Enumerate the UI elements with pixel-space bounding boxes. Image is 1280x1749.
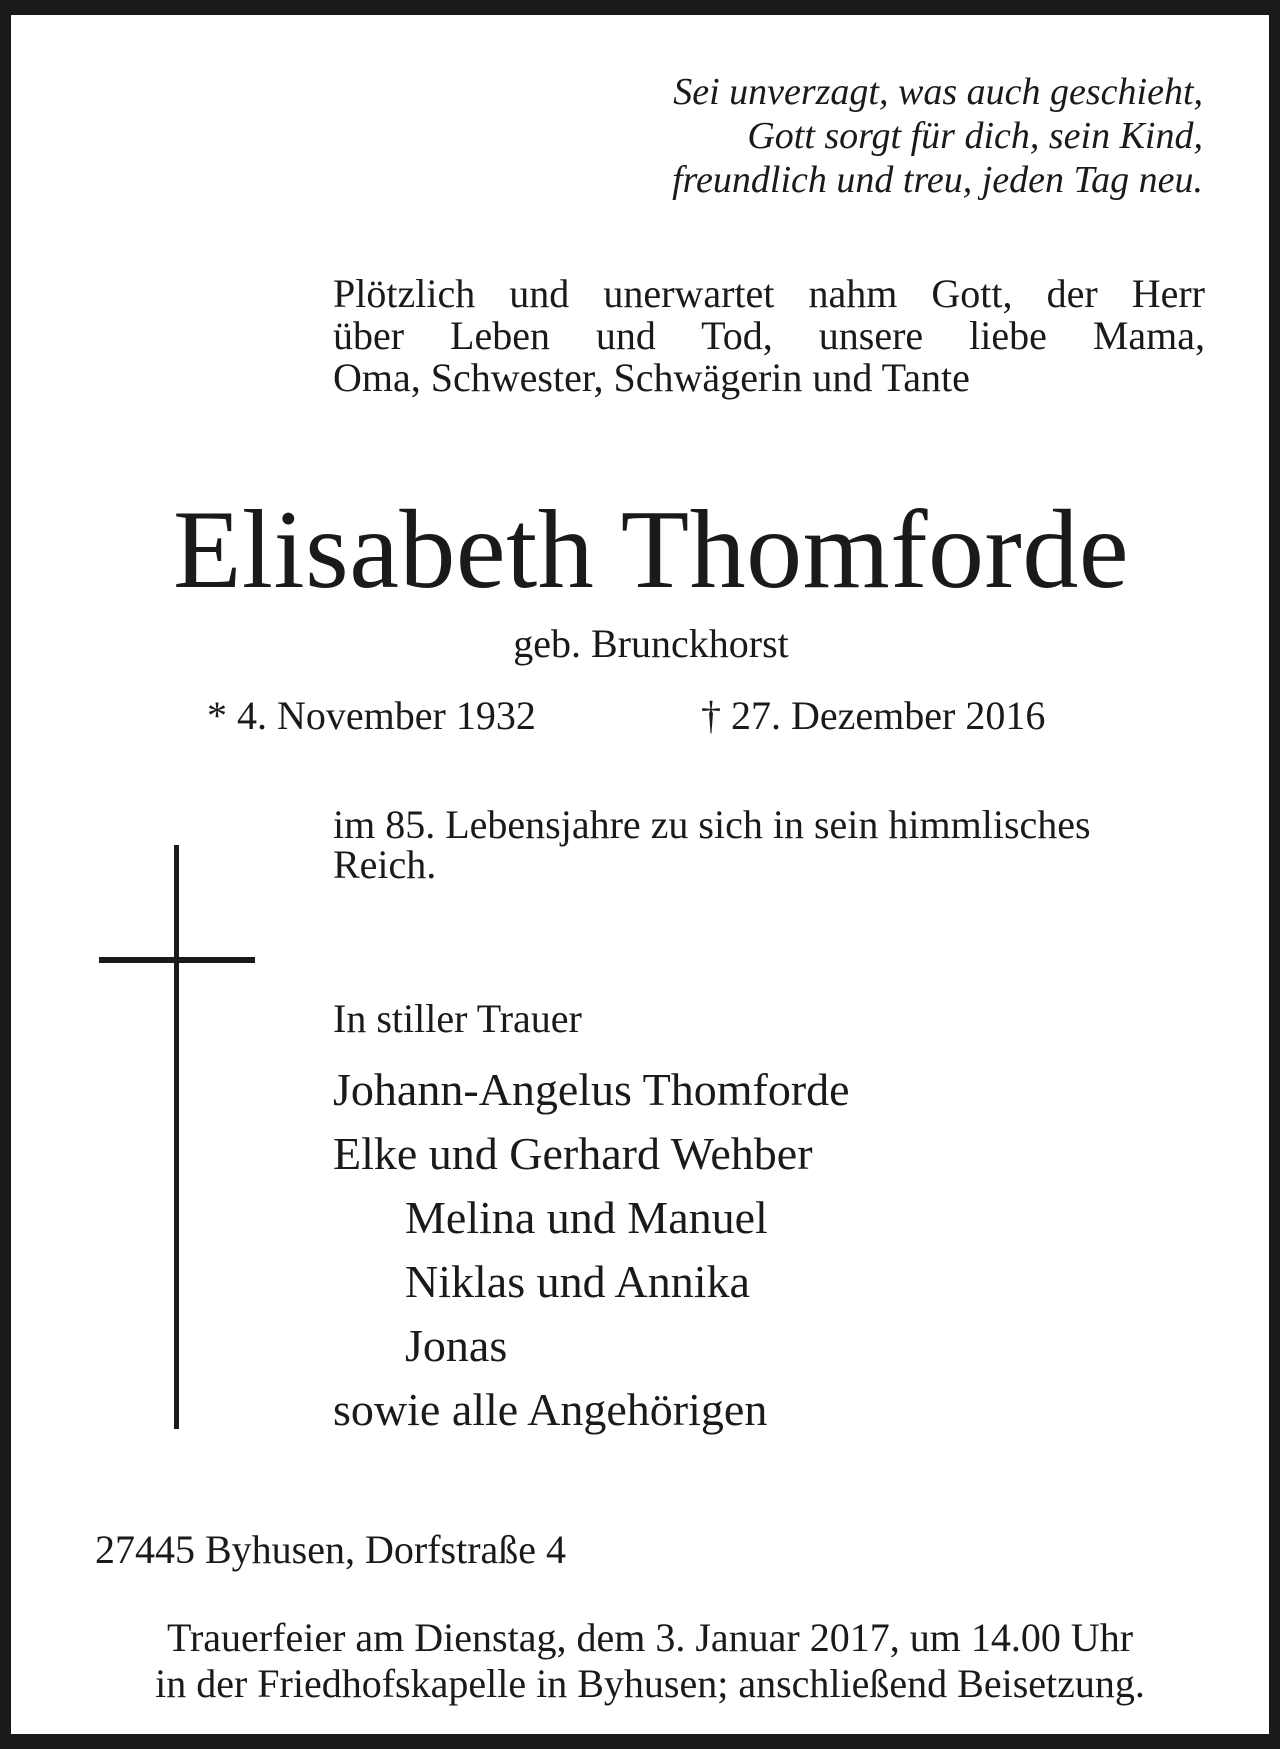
birth-date: * 4. November 1932 <box>207 693 536 738</box>
death-date: † 27. Dezember 2016 <box>701 693 1046 738</box>
intro-line: über Leben und Tod, unsere liebe Mama, <box>333 313 1205 358</box>
motto-line: Gott sorgt für dich, sein Kind, <box>747 115 1203 157</box>
cross-icon-bar <box>99 957 255 963</box>
service-line: Trauerfeier am Dienstag, dem 3. Januar 2017, um 14.00 Uhr <box>166 1615 1134 1660</box>
mourner-name: Johann-Angelus Thomforde <box>333 1064 850 1115</box>
deceased-name: Elisabeth Thomforde <box>172 488 1130 612</box>
mourner-name: sowie alle Angehörigen <box>333 1384 768 1435</box>
mourning-heading: In stiller Trauer <box>333 996 582 1041</box>
cross-icon <box>174 845 179 1429</box>
mourner-name: Niklas und Annika <box>405 1256 750 1307</box>
intro-paragraph <box>333 273 1205 399</box>
closing-line: im 85. Lebensjahre zu sich in sein himmlisches <box>333 802 1091 847</box>
mourner-name: Elke und Gerhard Wehber <box>333 1128 813 1179</box>
maiden-name: geb. Brunckhorst <box>513 621 789 666</box>
intro-line: Plötzlich und unerwartet nahm Gott, der Herr <box>333 271 1205 316</box>
mourner-name: Jonas <box>405 1320 508 1371</box>
motto-line: freundlich und treu, jeden Tag neu. <box>672 159 1203 201</box>
motto-verse <box>551 70 1203 202</box>
mourner-name: Melina und Manuel <box>405 1192 768 1243</box>
motto-line: Sei unverzagt, was auch geschieht, <box>673 71 1203 113</box>
mourners-list <box>333 1058 850 1442</box>
family-address: 27445 Byhusen, Dorfstraße 4 <box>95 1527 567 1572</box>
closing-paragraph <box>333 802 1205 887</box>
closing-line: Reich. <box>333 842 437 887</box>
funeral-service-info <box>95 1615 1205 1707</box>
intro-line: Oma, Schwester, Schwägerin und Tante <box>333 355 970 400</box>
service-line: in der Friedhofskapelle in Byhusen; anschließend Beisetzung. <box>155 1661 1145 1706</box>
